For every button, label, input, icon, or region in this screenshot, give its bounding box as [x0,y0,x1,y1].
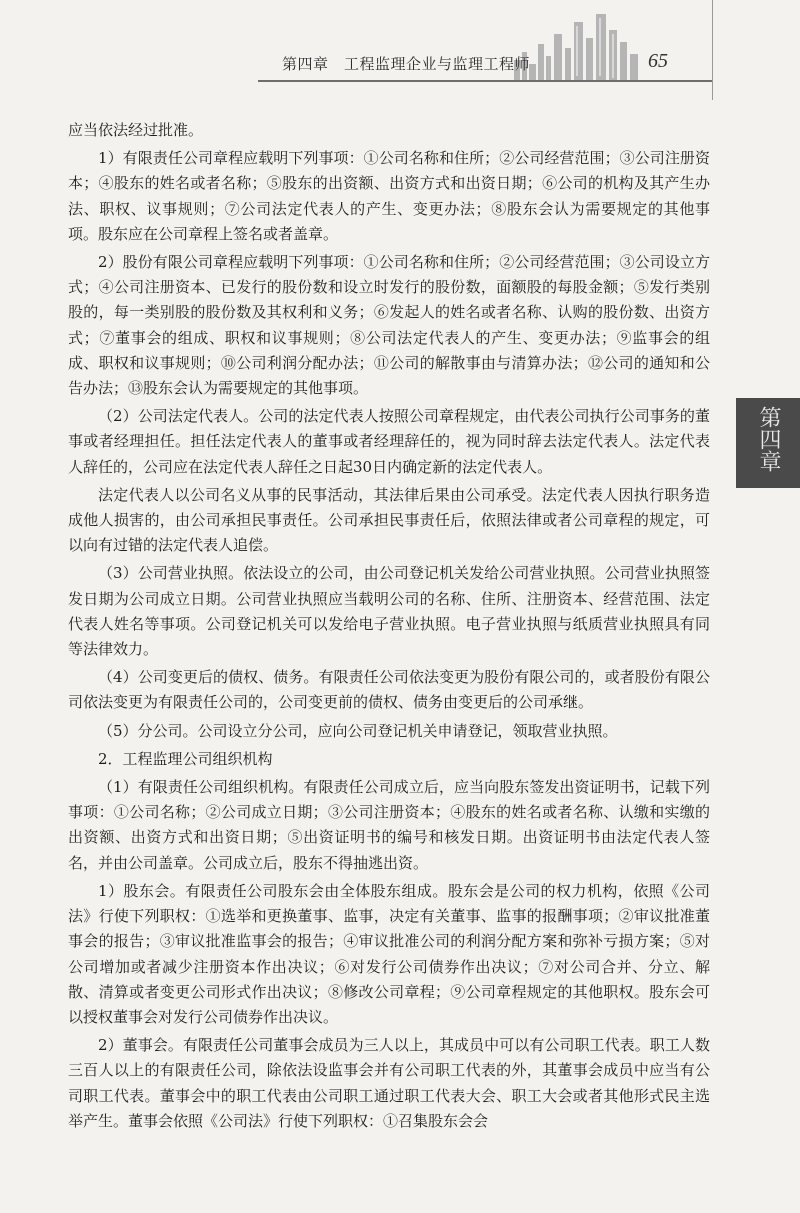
paragraph: 2）董事会。有限责任公司董事会成员为三人以上，其成员中可以有公司职工代表。职工人数三百人以上的有限责任公司，除依法设监事会并有公司职工代表的外，其董事会成员中应当有公司职工代表。董事会中的职工代表由公司职工通过职工代表大会、职工大会或者其他形式民主选举产生。董事会依照《公司法》行使下列职权：①召集股东会会 [68,1036,710,1130]
paragraph: 2）股份有限公司章程应载明下列事项：①公司名称和住所；②公司经营范围；③公司设立方式；④公司注册资本、已发行的股份数和设立时发行的股份数，面额股的每股金额；⑤发行类别股的，每一类别股的股份数及其权利和义务；⑥发起人的姓名或者名称、认购的股份数、出资方式；⑦董事会的组成、职权和议事规则；⑧公司法定代表人的产生、变更办法；⑨监事会的组成、职权和议事规则；⑩公司利润分配办法；⑪公司的解散事由与清算办法；⑫公司的通知和公告办法；⑬股东会认为需要规定的其他事项。 [68,253,710,398]
section-heading: 2．工程监理公司组织机构 [98,749,273,768]
chapter-tab-label: 第四章 [756,406,781,472]
margin-rule [712,0,713,100]
body-text [68,118,710,1137]
header-divider [258,80,713,82]
paragraph: 1）股东会。有限责任公司股东会由全体股东组成。股东会是公司的权力机构，依照《公司法》行使下列职权：①选举和更换董事、监事，决定有关董事、监事的报酬事项；②审议批准董事会的报告；③审议批准监事会的报告；④审议批准公司的利润分配方案和弥补亏损方案；⑤对公司增加或者减少注册资本作出决议；⑥对发行公司债券作出决议；⑦对公司合并、分立、解散、清算或者变更公司形式作出决议；⑧修改公司章程；⑨公司章程规定的其他职权。股东会可以授权董事会对发行公司债券作出决议。 [68,881,710,1026]
chapter-tab [736,398,800,488]
chapter-header-title: 第四章 工程监理企业与监理工程师 [282,55,531,73]
paragraph: （3）公司营业执照。依法设立的公司，由公司登记机关发给公司营业执照。公司营业执照签发日期为公司成立日期。公司营业执照应当载明公司的名称、住所、注册资本、经营范围、法定代表人姓名等事项。公司登记机关可以发给电子营业执照。电子营业执照与纸质营业执照具有同等法律效力。 [68,564,710,659]
page-number: 65 [648,50,668,72]
page-header [0,0,800,92]
paragraph: 1）有限责任公司章程应载明下列事项：①公司名称和住所；②公司经营范围；③公司注册资本；④股东的姓名或者名称；⑤股东的出资额、出资方式和出资日期；⑥公司的机构及其产生办法、职权、议事规则；⑦公司法定代表人的产生、变更办法；⑧股东会认为需要规定的其他事项。股东应在公司章程上签名或者盖章。 [68,149,710,243]
paragraph: （1）有限责任公司组织机构。有限责任公司成立后，应当向股东签发出资证明书，记载下列事项：①公司名称；②公司成立日期；③公司注册资本；④股东的姓名或者名称、认缴和实缴的出资额、出资方式和出资日期；⑤出资证明书的编号和核发日期。出资证明书由法定代表人签名，并由公司盖章。公司成立后，股东不得抽逃出资。 [68,778,710,872]
paragraph: （2）公司法定代表人。公司的法定代表人按照公司章程规定，由代表公司执行公司事务的董事或者经理担任。担任法定代表人的董事或者经理辞任的，视为同时辞去法定代表人。法定代表人辞任的，公司应在法定代表人辞任之日起30日内确定新的法定代表人。 [68,407,710,476]
paragraph: （5）分公司。公司设立分公司，应向公司登记机关申请登记，领取营业执照。 [98,721,618,740]
paragraph: 应当依法经过批准。 [68,121,204,139]
paragraph: （4）公司变更后的债权、债务。有限责任公司依法变更为股份有限公司的，或者股份有限公司依法变更为有限责任公司的，公司变更前的债权、债务由变更后的公司承继。 [68,668,710,712]
paragraph: 法定代表人以公司名义从事的民事活动，其法律后果由公司承受。法定代表人因执行职务造成他人损害的，由公司承担民事责任。公司承担民事责任后，依照法律或者公司章程的规定，可以向有过错的法定代表人追偿。 [68,485,710,555]
